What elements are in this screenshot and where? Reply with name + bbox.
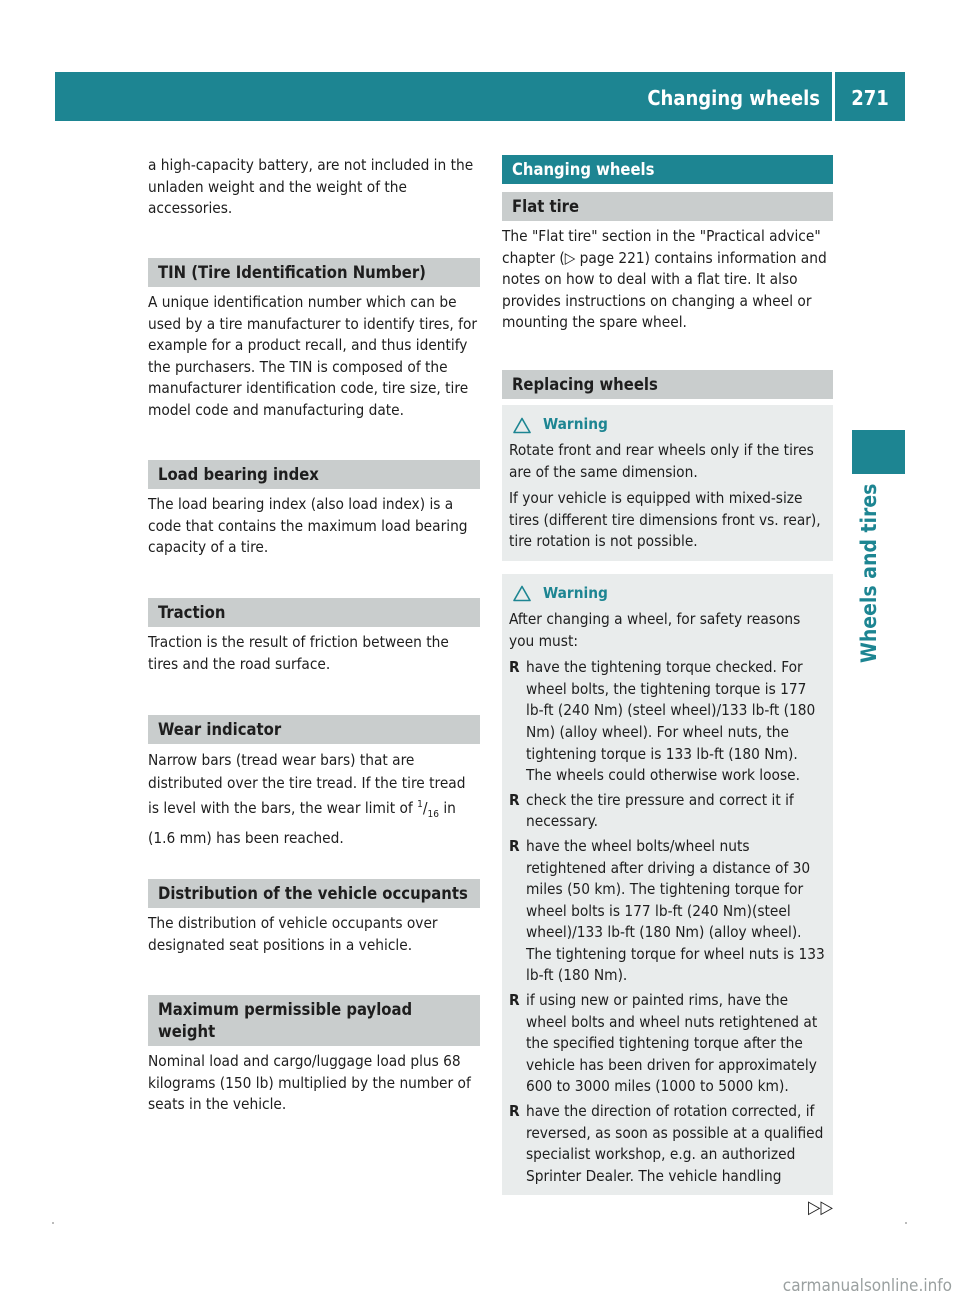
section-text: Traction is the result of friction between the tires and the road surface. bbox=[148, 633, 449, 673]
section-load-bearing-index bbox=[148, 460, 480, 559]
section-heading-flat-tire: Flat tire bbox=[502, 192, 833, 221]
section-heading-replacing: Replacing wheels bbox=[502, 370, 833, 399]
section-heading: Wear indicator bbox=[148, 715, 480, 744]
warning-paragraph: If your vehicle is equipped with mixed-size tires (different tire dimensions front vs. rear), tire rotation is not possible. bbox=[509, 489, 821, 551]
section-traction bbox=[148, 598, 480, 675]
side-tab-label: Wheels and tires bbox=[857, 483, 881, 663]
watermark: carmanualsonline.info bbox=[782, 1276, 952, 1296]
page-title: Changing wheels bbox=[647, 86, 820, 110]
side-tab-marker bbox=[852, 430, 905, 474]
section-heading: Distribution of the vehicle occupants bbox=[148, 879, 480, 908]
section-text: Nominal load and cargo/luggage load plus 68 kilograms (150 lb) multiplied by the number of seats in the vehicle. bbox=[148, 1052, 471, 1114]
section-text: A unique identification number which can be used by a tire manufacturer to identify tires, for example for a product recall, and thus identify the purchasers. The TIN is composed of the manufacturer identification code, tire size, tire model code and manufacturing date. bbox=[148, 293, 478, 419]
section-wear-indicator bbox=[148, 715, 480, 849]
warning-paragraph: Rotate front and rear wheels only if the tires are of the same dimension. bbox=[509, 441, 814, 481]
intro-paragraph: a high-capacity battery, are not included in the unladen weight and the weight of the accessories. bbox=[148, 156, 474, 218]
section-max-payload bbox=[148, 995, 480, 1116]
page-number: 271 bbox=[851, 86, 889, 110]
section-text: The load bearing index (also load index) is a code that contains the maximum load bearing capacity of a tire. bbox=[148, 495, 468, 557]
list-item: R have the wheel bolts/wheel nuts retightened after driving a distance of 30 miles (50 km). The tightening torque for wheel bolts is 177 lb-ft (240 Nm)(steel wheel)/133 lb-ft (180 Nm) (alloy wheel). The tightening torque for wheel nuts is 133 lb-ft (180 Nm). bbox=[509, 836, 825, 985]
list-item: R have the tightening torque checked. For wheel bolts, the tightening torque is 177 lb-ft (240 Nm) (steel wheel)/133 lb-ft (180 Nm) (alloy wheel). For wheel nuts, the tightening torque is 133 lb-ft (180 Nm). The wheels could otherwise work loose. bbox=[509, 658, 816, 785]
section-replacing-wheels bbox=[502, 370, 833, 1195]
chapter-heading: Changing wheels bbox=[502, 155, 833, 184]
section-heading: Traction bbox=[148, 598, 480, 627]
section-heading: Load bearing index bbox=[148, 460, 480, 489]
fraction: $^1/_{16}$ bbox=[417, 799, 439, 821]
warning-title: Warning bbox=[543, 415, 608, 434]
list-item: R check the tire pressure and correct it if necessary. bbox=[509, 790, 794, 831]
warning-triangle-icon bbox=[513, 585, 531, 602]
list-item: R have the direction of rotation corrected, if reversed, as soon as possible at a qualified specialist workshop, e.g. an authorized Sprinter Dealer. The vehicle handling bbox=[509, 1102, 824, 1185]
warning-intro: After changing a wheel, for safety reasons you must: bbox=[509, 609, 801, 650]
flat-tire-text: The "Flat tire" section in the "Practical advice" chapter (▷ page 221) contains information and notes on how to deal with a flat tire. It also provides instructions on changing a wheel or mounting the spare wheel. bbox=[502, 227, 827, 332]
section-text: Narrow bars (tread wear bars) that are distributed over the tire tread. If the tire tread is level with the bars, the wear limit of $^1/_{16}$ in (1.6 mm) has been reached. bbox=[148, 751, 466, 847]
section-tin bbox=[148, 258, 480, 422]
continued-marker: ▷▷ bbox=[808, 1197, 833, 1218]
section-text: The distribution of vehicle occupants over designated seat positions in a vehicle. bbox=[148, 914, 438, 954]
section-occupant-distribution bbox=[148, 879, 480, 956]
warning-triangle-icon bbox=[513, 417, 531, 434]
list-item: R if using new or painted rims, have the wheel bolts and wheel nuts retightened at the specified tightening torque after the vehicle has been driven for approximately 600 to 3000 miles (1000 to 5000 km). bbox=[509, 991, 818, 1096]
left-column bbox=[148, 155, 480, 1114]
warning-box bbox=[502, 405, 833, 561]
warning-box bbox=[502, 574, 833, 1195]
section-heading: TIN (Tire Identification Number) bbox=[148, 258, 480, 287]
warning-title: Warning bbox=[543, 584, 608, 603]
right-column bbox=[502, 155, 833, 1185]
crop-mark bbox=[52, 1222, 54, 1224]
section-heading: Maximum permissible payload weight bbox=[148, 995, 480, 1046]
crop-mark bbox=[905, 1222, 907, 1224]
